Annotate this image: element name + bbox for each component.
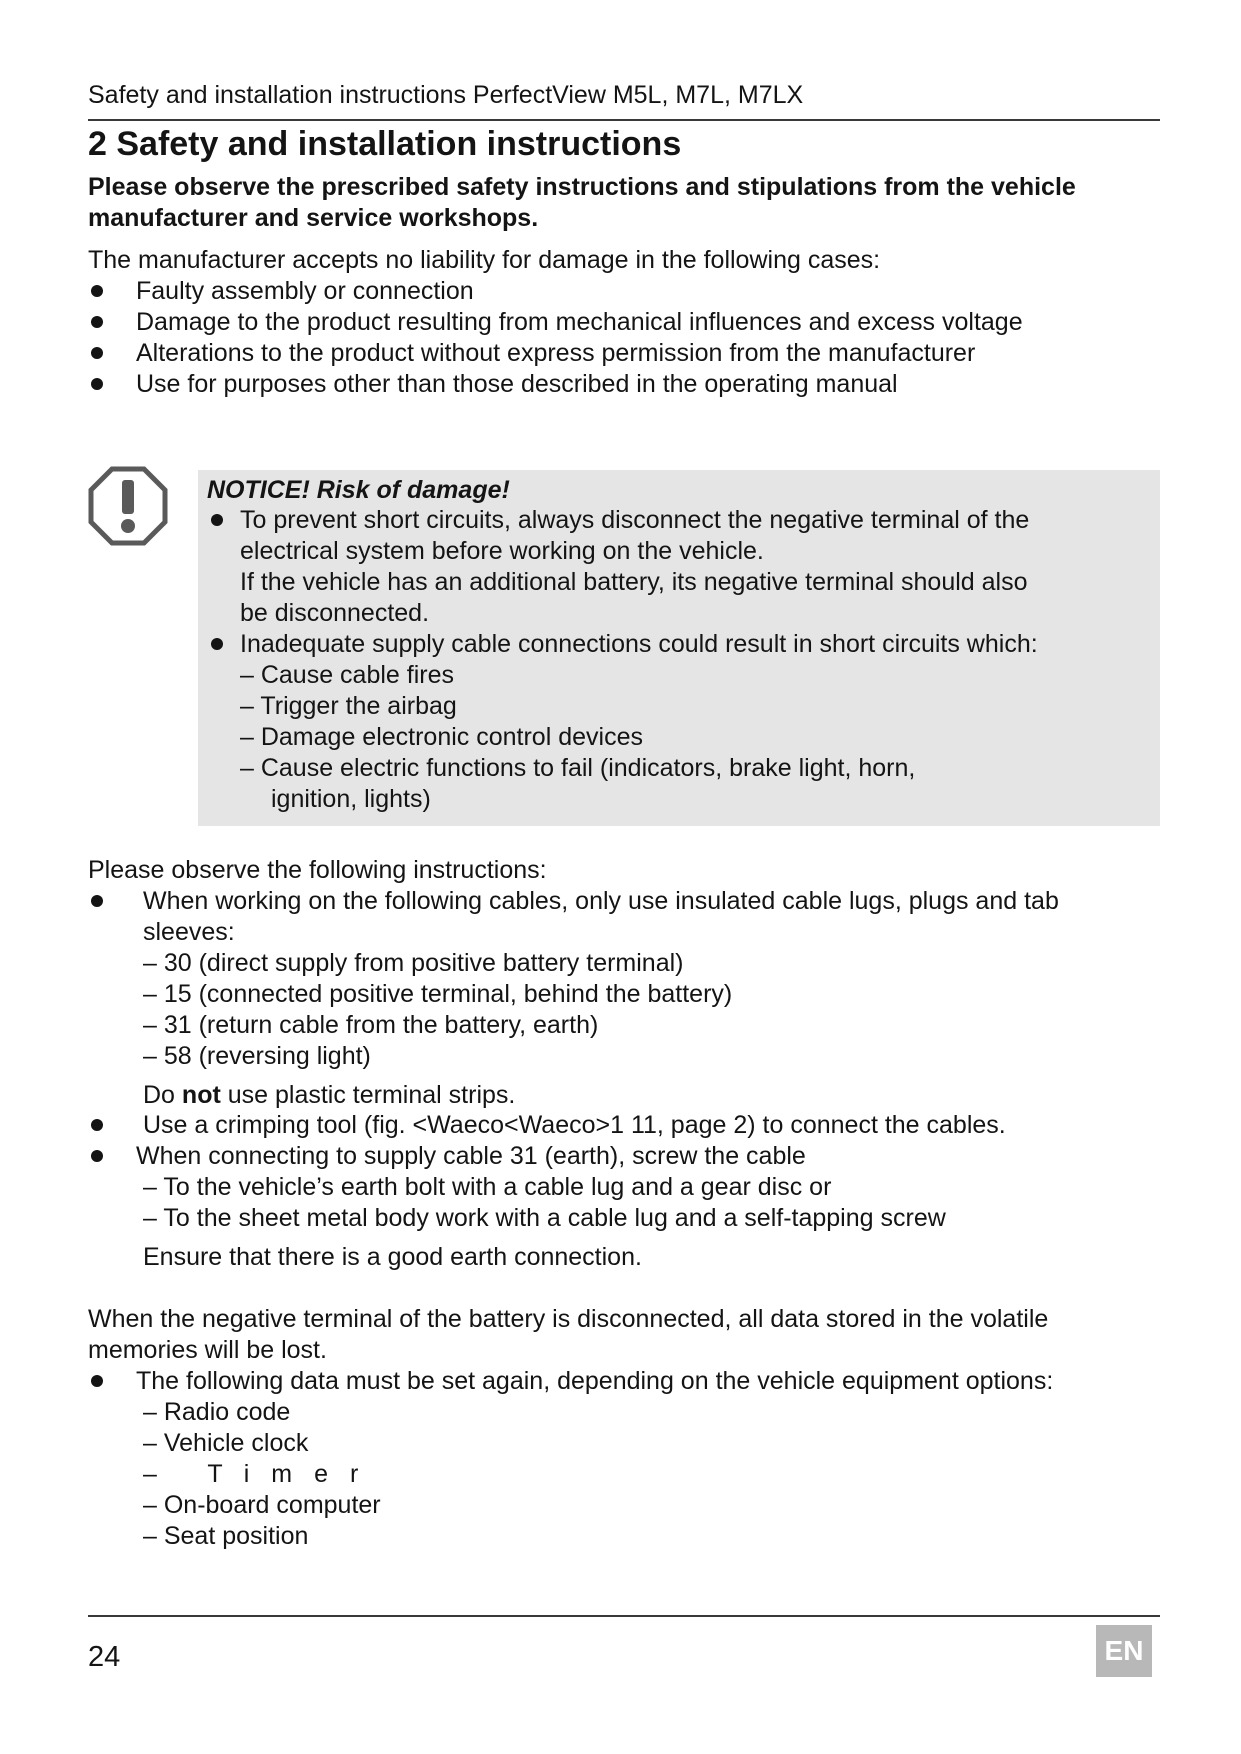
notice-text: be disconnected. — [240, 599, 430, 627]
notice-text: electrical system before working on the vehicle. — [240, 537, 764, 565]
terminal-strip-note — [143, 1080, 515, 1111]
notice-title: NOTICE! Risk of damage! — [207, 476, 510, 504]
running-header: Safety and installation instructions PerfectView M5L, M7L, M7LX — [88, 81, 804, 109]
notice-text: To prevent short circuits, always disconnect the negative terminal of the — [240, 506, 1030, 534]
section-heading: 2 Safety and installation instructions — [88, 125, 682, 163]
earth-note: Ensure that there is a good earth connection. — [143, 1243, 642, 1271]
cable-item: – 58 (reversing light) — [143, 1042, 371, 1070]
page-number: 24 — [88, 1641, 121, 1673]
exclamation-octagon-icon — [88, 466, 168, 546]
header-divider — [88, 119, 1160, 121]
bullet-dot-icon — [211, 638, 223, 650]
bullet-dot-icon — [91, 378, 103, 390]
cable-item: – 30 (direct supply from positive battery terminal) — [143, 949, 684, 977]
notice-text: Inadequate supply cable connections could result in short circuits which: — [240, 630, 1038, 658]
liability-item: Alterations to the product without express permission from the manufacturer — [136, 339, 976, 367]
footer-divider — [88, 1615, 1160, 1617]
notice-subitem: – Cause cable fires — [240, 661, 455, 689]
cable-item: – 15 (connected positive terminal, behind the battery) — [143, 980, 733, 1008]
data-item: – Seat position — [143, 1522, 309, 1550]
notice-subitem: – Damage electronic control devices — [240, 723, 643, 751]
data-item-timer: – Timer — [143, 1460, 381, 1488]
language-badge: EN — [1096, 1625, 1152, 1677]
data-item: – Vehicle clock — [143, 1429, 309, 1457]
bullet-dot-icon — [91, 347, 103, 359]
notice-subitem: – Trigger the airbag — [240, 692, 457, 720]
notice-text: If the vehicle has an additional battery, its negative terminal should also — [240, 568, 1028, 596]
bullet-dot-icon — [91, 1150, 103, 1162]
terminal-note-prefix: Do — [143, 1081, 175, 1109]
bullet-dot-icon — [91, 285, 103, 297]
notice-subitem: – Cause electric functions to fail (indicators, brake light, horn, — [240, 754, 916, 782]
safety-intro-bold: Please observe the prescribed safety instructions and stipulations from the vehicle manufacturer and service workshops. — [88, 173, 1076, 232]
liability-item: Damage to the product resulting from mechanical influences and excess voltage — [136, 308, 1023, 336]
instructions-intro: Please observe the following instructions: — [88, 856, 547, 884]
bullet-dot-icon — [91, 895, 103, 907]
battery-text: When the negative terminal of the battery is disconnected, all data stored in the volatile — [88, 1305, 1049, 1333]
cable-item: – 31 (return cable from the battery, earth) — [143, 1011, 599, 1039]
liability-item: Use for purposes other than those described in the operating manual — [136, 370, 898, 398]
battery-item: The following data must be set again, depending on the vehicle equipment options: — [136, 1367, 1054, 1395]
bullet-dot-icon — [91, 1119, 103, 1131]
bullet-dot-icon — [91, 316, 103, 328]
instruction-text: When connecting to supply cable 31 (earth), screw the cable — [136, 1142, 806, 1170]
terminal-note-suffix: use plastic terminal strips. — [227, 1081, 516, 1109]
notice-subitem-continuation: ignition, lights) — [271, 785, 431, 813]
earth-option: – To the vehicle’s earth bolt with a cable lug and a gear disc or — [143, 1173, 832, 1201]
battery-text: memories will be lost. — [88, 1336, 327, 1364]
instruction-text: When working on the following cables, only use insulated cable lugs, plugs and tab — [143, 887, 1059, 915]
bullet-dot-icon — [211, 514, 223, 526]
liability-item: Faulty assembly or connection — [136, 277, 474, 305]
terminal-note-emphasis: not — [181, 1081, 221, 1109]
instruction-text: Use a crimping tool (fig. <Waeco<Waeco>1 11, page 2) to connect the cables. — [143, 1111, 1006, 1139]
data-item: – Radio code — [143, 1398, 291, 1426]
liability-intro: The manufacturer accepts no liability for damage in the following cases: — [88, 246, 881, 274]
bullet-dot-icon — [91, 1375, 103, 1387]
instruction-text: sleeves: — [143, 918, 235, 946]
earth-option: – To the sheet metal body work with a cable lug and a self-tapping screw — [143, 1204, 946, 1232]
data-item: – On-board computer — [143, 1491, 381, 1519]
